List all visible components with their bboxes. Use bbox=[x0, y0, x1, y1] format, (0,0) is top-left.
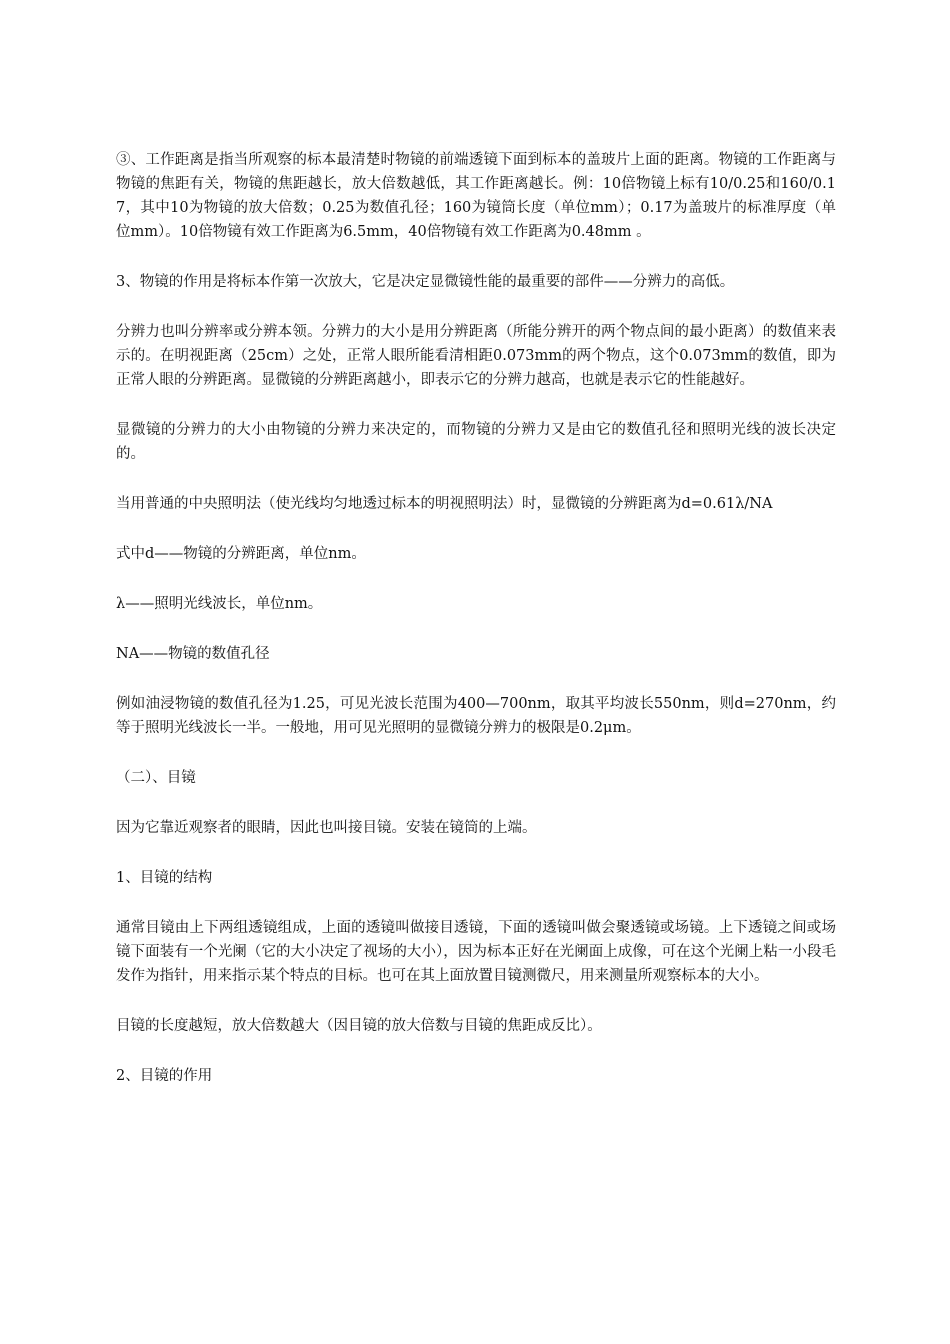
paragraph-working-distance: ③、工作距离是指当所观察的标本最清楚时物镜的前端透镜下面到标本的盖玻片上面的距离。物镜的工作距离与物镜的焦距有关，物镜的焦距越长，放大倍数越低，其工作距离越长。例：10倍物镜上标有10/0.25和160/0.17，其中10为物镜的放大倍数；0.25为数值孔径；160为镜筒长度（单位mm）；0.17为盖玻片的标准厚度（单位mm）。10倍物镜有效工作距离为6.5mm，40倍物镜有效工作距离为0.48mm 。 bbox=[116, 152, 836, 240]
paragraph-eyepiece-intro: 因为它靠近观察者的眼睛，因此也叫接目镜。安装在镜筒的上端。 bbox=[116, 820, 537, 836]
paragraph-formula-na: NA——物镜的数值孔径 bbox=[116, 646, 270, 662]
document-body bbox=[116, 148, 836, 1114]
paragraph-oil-immersion-example: 例如油浸物镜的数值孔径为1.25，可见光波长范围为400—700nm，取其平均波长550nm，则d=270nm，约等于照明光线波长一半。一般地，用可见光照明的显微镜分辨力的极限是0.2μm。 bbox=[116, 696, 836, 736]
paragraph-eyepiece-structure: 通常目镜由上下两组透镜组成，上面的透镜叫做接目透镜，下面的透镜叫做会聚透镜或场镜。上下透镜之间或场镜下面装有一个光阑（它的大小决定了视场的大小），因为标本正好在光阑面上成像，可在这个光阑上粘一小段毛发作为指针，用来指示某个特点的目标。也可在其上面放置目镜测微尺，用来测量所观察标本的大小。 bbox=[116, 920, 836, 984]
section-heading-eyepiece: （二）、目镜 bbox=[116, 770, 196, 786]
paragraph-resolution-formula: 当用普通的中央照明法（使光线均匀地透过标本的明视照明法）时，显微镜的分辨距离为d=0.61λ/NA bbox=[116, 496, 773, 512]
subheading-eyepiece-structure: 1、目镜的结构 bbox=[116, 870, 213, 886]
subheading-eyepiece-function: 2、目镜的作用 bbox=[116, 1068, 213, 1084]
paragraph-resolution-factors: 显微镜的分辨力的大小由物镜的分辨力来决定的，而物镜的分辨力又是由它的数值孔径和照明光线的波长决定的。 bbox=[116, 422, 836, 462]
paragraph-resolution-definition: 分辨力也叫分辨率或分辨本领。分辨力的大小是用分辨距离（所能分辨开的两个物点间的最小距离）的数值来表示的。在明视距离（25cm）之处，正常人眼所能看清相距0.073mm的两个物点，这个0.073mm的数值，即为正常人眼的分辨距离。显微镜的分辨距离越小，即表示它的分辨力越高，也就是表示它的性能越好。 bbox=[116, 324, 836, 388]
paragraph-formula-d: 式中d——物镜的分辨距离，单位nm。 bbox=[116, 546, 366, 562]
paragraph-objective-function: 3、物镜的作用是将标本作第一次放大，它是决定显微镜性能的最重要的部件——分辨力的高低。 bbox=[116, 274, 735, 290]
paragraph-eyepiece-length: 目镜的长度越短，放大倍数越大（因目镜的放大倍数与目镜的焦距成反比）。 bbox=[116, 1018, 602, 1034]
paragraph-formula-lambda: λ——照明光线波长，单位nm。 bbox=[116, 596, 323, 612]
